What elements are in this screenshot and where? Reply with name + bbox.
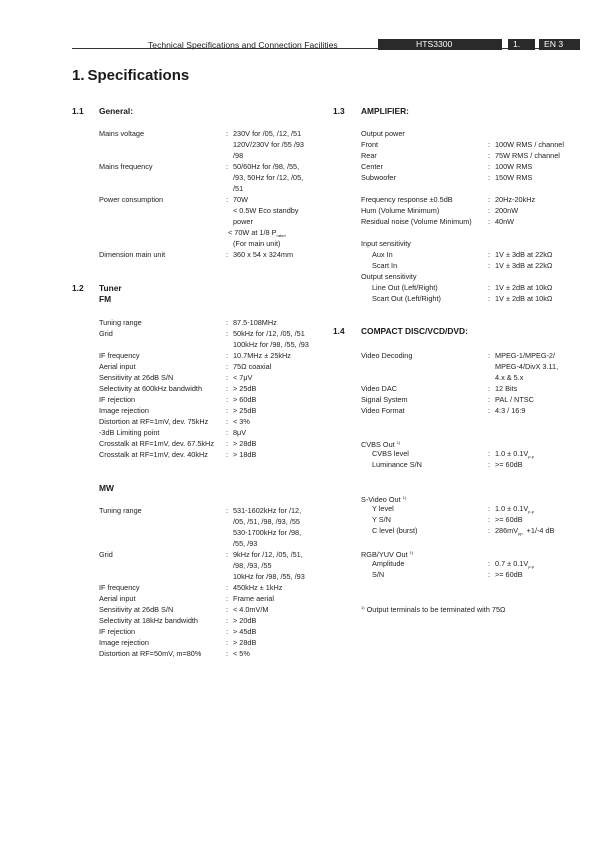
spec-value: $1.0 \pm 0.1V_{p-p}$ [495, 449, 534, 459]
spec-value: > 25dB [233, 406, 257, 415]
spec-value: MPEG-4/DivX 3.11, [495, 362, 559, 371]
spec-label: Video Format [361, 406, 405, 415]
spec-value: 230V for /05, /12, /51 [233, 129, 302, 138]
spec-value: 1V ± 2dB at 10kΩ [495, 283, 553, 292]
spec-label: Tuning range [99, 506, 142, 515]
header-page-box [539, 39, 580, 50]
group-label: Output sensitivity [361, 272, 417, 281]
spec-value: > 20dB [233, 616, 257, 625]
subsection-title-mw: MW [99, 483, 114, 493]
spec-label: S/N [372, 570, 385, 579]
footnote: $^{1)}$ Output terminals to be terminated with 75Ω [361, 605, 506, 614]
spec-value: 87.5-108MHz [233, 318, 277, 327]
section-title-amplifier: AMPLIFIER: [361, 106, 409, 116]
spec-value: 9kHz for /12, /05, /51, [233, 550, 303, 559]
spec-value: < 7μV [233, 373, 253, 382]
colon: : [488, 250, 491, 259]
spec-value: $1.0 \pm 0.1V_{p-p}$ [495, 504, 534, 514]
colon: : [488, 140, 491, 149]
spec-value: /55, /93 [233, 539, 258, 548]
spec-value: 100W RMS / channel [495, 140, 564, 149]
spec-label: IF rejection [99, 395, 136, 404]
colon: : [488, 162, 491, 171]
spec-label: Luminance S/N [372, 460, 422, 469]
subscript: p-p [528, 564, 534, 569]
header-section: 1. [513, 39, 521, 49]
colon: : [488, 217, 491, 226]
spec-value: 50/60Hz for /98, /55, [233, 162, 300, 171]
spec-value: 12 Bits [495, 384, 518, 393]
colon: : [488, 173, 491, 182]
spec-label: Signal System [361, 395, 408, 404]
section-number-general: 1.1 [72, 106, 84, 116]
header-section-box [508, 39, 535, 50]
spec-label: Distortion at RF=50mV, m=80% [99, 649, 202, 658]
colon: : [226, 627, 229, 636]
spec-value: Frame aerial [233, 594, 274, 603]
colon: : [226, 638, 229, 647]
spec-label: Grid [99, 329, 113, 338]
spec-value: > 60dB [233, 395, 257, 404]
colon: : [488, 559, 491, 568]
colon: : [488, 195, 491, 204]
header-model: HTS3300 [416, 39, 453, 49]
colon: : [226, 428, 229, 437]
spec-label: Video Decoding [361, 351, 413, 360]
colon: : [488, 151, 491, 160]
spec-label: C level (burst) [372, 526, 418, 535]
spec-value: < 4.0mV/M [233, 605, 269, 614]
spec-value: 530-1700kHz for /98, [233, 528, 302, 537]
spec-label: Aerial input [99, 594, 136, 603]
spec-label: IF rejection [99, 627, 136, 636]
spec-value: 50kHz for /12, /05, /51 [233, 329, 305, 338]
spec-label: IF frequency [99, 583, 140, 592]
page-title-text: Specifications [87, 67, 190, 84]
spec-value: 75W RMS / channel [495, 151, 560, 160]
header-model-box [378, 39, 502, 50]
spec-value: > 28dB [233, 638, 257, 647]
spec-value: MPEG-1/MPEG-2/ [495, 351, 556, 360]
colon: : [226, 195, 229, 204]
spec-label: IF frequency [99, 351, 140, 360]
spec-value: >= 60dB [495, 460, 523, 469]
spec-label: Y S/N [372, 515, 391, 524]
spec-value: /51 [233, 184, 244, 193]
colon: : [488, 351, 491, 360]
spec-value: < 5% [233, 649, 250, 658]
spec-value: PAL / NTSC [495, 395, 534, 404]
colon: : [226, 439, 229, 448]
spec-value: 75Ω coaxial [233, 362, 272, 371]
colon: : [226, 162, 229, 171]
spec-label: Mains voltage [99, 129, 145, 138]
colon: : [226, 250, 229, 259]
section-number-disc: 1.4 [333, 326, 345, 336]
page-title [72, 66, 189, 86]
spec-label: Selectivity at 18kHz bandwidth [99, 616, 198, 625]
spec-value: /05, /51, /98, /93, /55 [233, 517, 300, 526]
colon: : [488, 206, 491, 215]
spec-label: Sensitivity at 26dB S/N [99, 373, 174, 382]
spec-value: 40nW [495, 217, 515, 226]
spec-value: 10kHz for /98, /55, /93 [233, 572, 305, 581]
spec-value: 1V ± 2dB at 10kΩ [495, 294, 553, 303]
spec-label: -3dB Limiting point [99, 428, 160, 437]
header-title: Technical Specifications and Connection Facilities [148, 40, 338, 50]
section-title-disc: COMPACT DISC/VCD/DVD: [361, 326, 468, 336]
footnote-mark: 1) [409, 550, 414, 555]
spec-value: /98, /93, /55 [233, 561, 272, 570]
colon: : [226, 450, 229, 459]
spec-label: Amplitude [372, 559, 405, 568]
page-title-number: 1. [72, 67, 85, 84]
spec-value: $0.7 \pm 0.1V_{p-p}$ [495, 559, 534, 569]
colon: : [226, 417, 229, 426]
colon: : [226, 329, 229, 338]
spec-value: < 70W at 1/8 $P_{rated}$ [228, 228, 286, 238]
spec-value: 20Hz-20kHz [495, 195, 536, 204]
spec-label: CVBS level [372, 449, 409, 458]
footnote-mark: 1) [396, 440, 401, 445]
spec-value: 1V ± 3dB at 22kΩ [495, 261, 553, 270]
spec-label: Hum (Volume Minimum) [361, 206, 440, 215]
spec-value: power [233, 217, 253, 226]
colon: : [226, 351, 229, 360]
spec-label: Image rejection [99, 406, 149, 415]
colon: : [488, 395, 491, 404]
section-number-amplifier: 1.3 [333, 106, 345, 116]
colon: : [226, 395, 229, 404]
spec-label: Center [361, 162, 383, 171]
group-label: Output power [361, 129, 405, 138]
spec-value: $286mV_{pp} +1/-4$ dB [495, 526, 555, 536]
section-title-tuner: Tuner [99, 283, 122, 293]
colon: : [488, 294, 491, 303]
footnote-mark: 1) [402, 495, 407, 500]
subscript: rated [276, 233, 286, 238]
spec-value: 4.x & 5.x [495, 373, 524, 382]
colon: : [488, 283, 491, 292]
spec-label: Y level [372, 504, 394, 513]
spec-label: Crosstalk at RF=1mV, dev. 40kHz [99, 450, 208, 459]
spec-value: (For main unit) [233, 239, 281, 248]
colon: : [226, 605, 229, 614]
group-label-cvbs: CVBS Out $^{1)}$ [361, 440, 401, 449]
spec-value: > 25dB [233, 384, 257, 393]
colon: : [226, 129, 229, 138]
spec-value: /98 [233, 151, 244, 160]
spec-value: /93, 50Hz for /12, /05, [233, 173, 304, 182]
section-title-general: General: [99, 106, 133, 116]
spec-value: 8μV [233, 428, 247, 437]
colon: : [226, 583, 229, 592]
colon: : [488, 570, 491, 579]
colon: : [226, 550, 229, 559]
colon: : [488, 504, 491, 513]
spec-value: 1V ± 3dB at 22kΩ [495, 250, 553, 259]
header-page: EN 3 [544, 39, 564, 49]
subscript: p-p [528, 454, 534, 459]
spec-label: Mains frequency [99, 162, 153, 171]
colon: : [226, 649, 229, 658]
spec-value: > 28dB [233, 439, 257, 448]
subsection-title-fm: FM [99, 294, 112, 304]
footnote-mark: 1) [361, 605, 365, 610]
subscript: p-p [528, 509, 534, 514]
spec-value: > 18dB [233, 450, 257, 459]
spec-label: Front [361, 140, 379, 149]
group-label: Input sensitivity [361, 239, 411, 248]
spec-value: 100kHz for /98, /55, /93 [233, 340, 309, 349]
spec-value: 531-1602kHz for /12, [233, 506, 302, 515]
spec-label: Frequency response ±0.5dB [361, 195, 453, 204]
spec-value: > 45dB [233, 627, 257, 636]
spec-value: < 0.5W Eco standby [233, 206, 299, 215]
spec-value: 4:3 / 16:9 [495, 406, 526, 415]
subscript: pp [518, 531, 523, 536]
colon: : [488, 449, 491, 458]
colon: : [488, 384, 491, 393]
spec-value: 450kHz ± 1kHz [233, 583, 283, 592]
spec-label: Image rejection [99, 638, 149, 647]
spec-label: Tuning range [99, 318, 142, 327]
spec-value: 10.7MHz ± 25kHz [233, 351, 291, 360]
spec-label: Power consumption [99, 195, 164, 204]
spec-value: 200nW [495, 206, 519, 215]
colon: : [488, 406, 491, 415]
spec-label: Scart In [372, 261, 398, 270]
spec-label: Sensitivity at 26dB S/N [99, 605, 174, 614]
colon: : [226, 406, 229, 415]
spec-value: 70W [233, 195, 249, 204]
spec-label: Dimension main unit [99, 250, 166, 259]
spec-label: Aux In [372, 250, 393, 259]
spec-value: 360 x 54 x 324mm [233, 250, 294, 259]
colon: : [488, 515, 491, 524]
spec-value: < 3% [233, 417, 250, 426]
colon: : [488, 526, 491, 535]
spec-value: >= 60dB [495, 515, 523, 524]
spec-label: Selectivity at 600kHz bandwidth [99, 384, 203, 393]
colon: : [226, 318, 229, 327]
spec-label: Residual noise (Volume Minimum) [361, 217, 472, 226]
colon: : [488, 460, 491, 469]
group-label-rgb: RGB/YUV Out $^{1)}$ [361, 550, 414, 559]
section-number-tuner: 1.2 [72, 283, 84, 293]
spec-label: Line Out (Left/Right) [372, 283, 438, 292]
spec-label: Crosstalk at RF=1mV, dev. 67.5kHz [99, 439, 214, 448]
colon: : [488, 261, 491, 270]
colon: : [226, 506, 229, 515]
colon: : [226, 362, 229, 371]
spec-label: Rear [361, 151, 377, 160]
spec-label: Aerial input [99, 362, 136, 371]
spec-value: 120V/230V for /55 /93 [233, 140, 304, 149]
colon: : [226, 594, 229, 603]
spec-value: >= 60dB [495, 570, 523, 579]
spec-value: 150W RMS [495, 173, 533, 182]
spec-label: Scart Out (Left/Right) [372, 294, 441, 303]
spec-label: Video DAC [361, 384, 397, 393]
spec-label: Distortion at RF=1mV, dev. 75kHz [99, 417, 209, 426]
spec-label: Subwoofer [361, 173, 396, 182]
spec-label: Grid [99, 550, 113, 559]
colon: : [226, 373, 229, 382]
group-label-svideo: S-Video Out $^{1)}$ [361, 495, 407, 504]
colon: : [226, 384, 229, 393]
colon: : [226, 616, 229, 625]
spec-value: 100W RMS [495, 162, 533, 171]
